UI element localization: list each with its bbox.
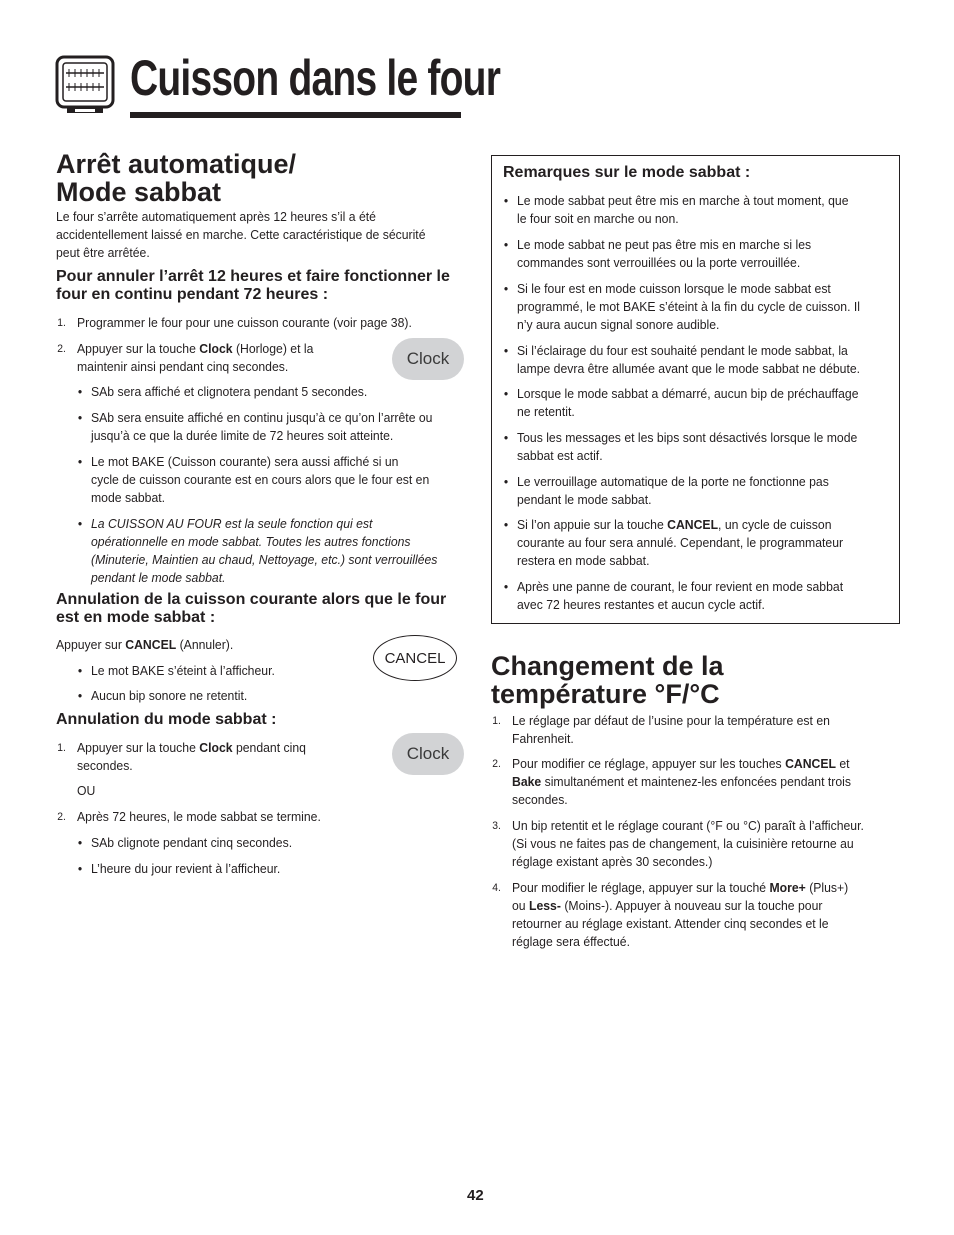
cancel-button[interactable]: CANCEL: [373, 635, 457, 681]
list-item: 1. Appuyer sur la touche Clock pendant cinq secondes.: [57, 740, 306, 773]
list-item: 1. Le réglage par défaut de l’usine pour la température est en Fahrenheit.: [492, 713, 830, 746]
subheading-cancel-bake: Annulation de la cuisson courante alors que le four est en mode sabbat :: [56, 591, 447, 626]
sabbat-intro: Le four s’arrête automatiquement après 12 heures s’il a été accidentellement laissé en marche. Cette caractéristique de sécurité peut être arrêtée.: [56, 209, 426, 260]
page-title: Cuisson dans le four: [130, 50, 501, 106]
list-item: • Tous les messages et les bips sont désactivés lorsque le mode sabbat est actif.: [503, 430, 858, 463]
cancel-bake-text: Appuyer sur CANCEL (Annuler).: [56, 637, 234, 652]
subheading-cancel-12h: Pour annuler l’arrêt 12 heures et faire fonctionner le four en continu pendant 72 heures :: [56, 268, 450, 303]
list-item: 3. Un bip retentit et le réglage courant (°F ou °C) paraît à l’afficheur. (Si vous ne faites pas de changement, la cuisinière retourne au réglage existant après 30 secondes.): [492, 818, 864, 869]
list-item: • SAb clignote pendant cinq secondes.: [77, 835, 293, 850]
list-item: • SAb sera affiché et clignotera pendant 5 secondes.: [77, 384, 368, 399]
list-item: • Le mot BAKE s’éteint à l’afficheur.: [77, 663, 275, 678]
page-number: 42: [467, 1187, 484, 1204]
clock-button[interactable]: Clock: [392, 338, 464, 380]
list-item: • Aucun bip sonore ne retentit.: [77, 688, 248, 703]
list-item: • Si l’on appuie sur la touche CANCEL, un cycle de cuisson courante au four sera annulé. Cependant, le programmateur restera en mode sabbat.: [503, 517, 844, 568]
list-item: 2. Pour modifier ce réglage, appuyer sur les touches CANCEL et Bake simultanément et maintenez-les enfoncées pendant trois secondes.: [492, 756, 851, 807]
list-item: • Si le four est en mode cuisson lorsque le mode sabbat est programmé, le mot BAKE s’éteint à la fin du cycle de cuisson. Il n’y aura aucun signal sonore audible.: [503, 281, 860, 332]
or-text: OU: [77, 783, 96, 798]
section-heading-sabbat: Arrêt automatique/ Mode sabbat: [56, 149, 297, 207]
list-item: 1. Programmer le four pour une cuisson courante (voir page 38).: [57, 315, 412, 330]
section-heading-temperature: Changement de la température °F/°C: [491, 651, 724, 709]
list-item: • L’heure du jour revient à l’afficheur.: [77, 861, 281, 876]
list-item: • Après une panne de courant, le four revient en mode sabbat avec 72 heures restantes et aucun cycle actif.: [503, 579, 844, 612]
list-item: 2. Après 72 heures, le mode sabbat se termine.: [57, 809, 321, 824]
list-item: • La CUISSON AU FOUR est la seule fonction qui est opérationnelle en mode sabbat. Toutes les autres fonctions (Minuterie, Maintien au chaud, Nettoyage, etc.) sont verrouillées pendant le mode sabbat.: [77, 516, 438, 585]
list-item: • Le mode sabbat ne peut pas être mis en marche si les commandes sont verrouillées ou la porte verrouillée.: [503, 237, 812, 270]
notes-title: Remarques sur le mode sabbat :: [503, 164, 751, 181]
subheading-cancel-sabbat: Annulation du mode sabbat :: [56, 711, 277, 728]
clock-button[interactable]: Clock: [392, 733, 464, 775]
list-item: 2. Appuyer sur la touche Clock (Horloge) et la maintenir ainsi pendant cinq secondes.: [57, 341, 314, 374]
list-item: • Le mode sabbat peut être mis en marche à tout moment, que le four soit en marche ou non.: [503, 193, 849, 226]
list-item: • Si l’éclairage du four est souhaité pendant le mode sabbat, la lampe devra être allumée avant que le mode sabbat ne débute.: [503, 343, 861, 376]
list-item: • SAb sera ensuite affiché en continu jusqu’à ce qu’on l’arrête ou jusqu’à ce que la durée limite de 72 heures soit atteinte.: [77, 410, 433, 443]
title-underline: [130, 112, 461, 118]
oven-icon: [55, 55, 115, 117]
list-item: 4. Pour modifier le réglage, appuyer sur la touché More+ (Plus+) ou Less- (Moins-). Appuyer à nouveau sur la touche pour retourner au réglage existant. Attender cinq secondes et le réglage sera éffectué.: [492, 880, 849, 949]
list-item: • Le mot BAKE (Cuisson courante) sera aussi affiché si un cycle de cuisson courante est en cours alors que le four est en mode sabbat.: [77, 454, 430, 505]
list-item: • Lorsque le mode sabbat a démarré, aucun bip de préchauffage ne retentit.: [503, 386, 859, 419]
list-item: • Le verrouillage automatique de la porte ne fonctionne pas pendant le mode sabbat.: [503, 474, 829, 507]
